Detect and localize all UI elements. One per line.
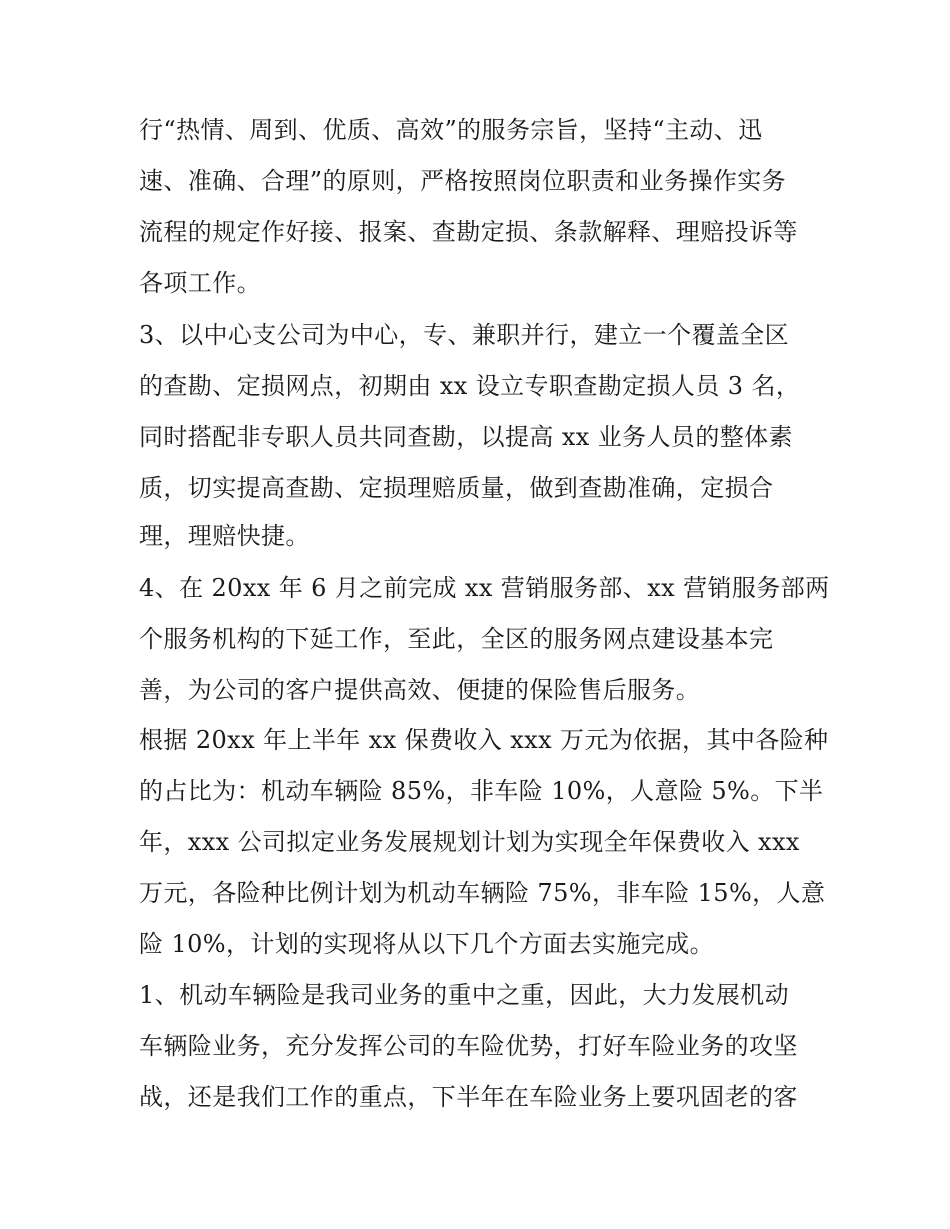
- text-line: 3、以中心支公司为中心，专、兼职并行，建立一个覆盖全区: [139, 321, 790, 349]
- text-line: 各项工作。: [139, 269, 261, 297]
- text-line: 同时搭配非专职人员共同查勘，以提高 xx 业务人员的整体素: [139, 423, 793, 451]
- text-line: 险 10%，计划的实现将从以下几个方面去实施完成。: [139, 930, 714, 958]
- text-line: 流程的规定作好接、报案、查勘定损、条款解释、理赔投诉等: [139, 218, 798, 246]
- text-line: 的占比为：机动车辆险 85%，非车险 10%，人意险 5%。下半: [139, 777, 824, 805]
- text-line: 年，xxx 公司拟定业务发展规划计划为实现全年保费收入 xxx: [139, 828, 800, 856]
- text-line: 战，还是我们工作的重点，下半年在车险业务上要巩固老的客: [139, 1083, 798, 1111]
- text-line: 善，为公司的客户提供高效、便捷的保险售后服务。: [139, 676, 701, 704]
- text-line: 理，理赔快捷。: [139, 522, 310, 550]
- text-line: 的查勘、定损网点，初期由 xx 设立专职查勘定损人员 3 名，: [139, 372, 801, 400]
- text-line: 质，切实提高查勘、定损理赔质量，做到查勘准确，定损合: [139, 474, 774, 502]
- text-line: 万元，各险种比例计划为机动车辆险 75%，非车险 15%，人意: [139, 879, 826, 907]
- text-line: 个服务机构的下延工作，至此，全区的服务网点建设基本完: [139, 625, 774, 653]
- text-line: 4、在 20xx 年 6 月之前完成 xx 营销服务部、xx 营销服务部两: [139, 574, 830, 602]
- text-line: 速、准确、合理”的原则，严格按照岗位职责和业务操作实务: [139, 167, 787, 195]
- text-line: 根据 20xx 年上半年 xx 保费收入 xxx 万元为依据，其中各险种: [139, 726, 829, 754]
- text-line: 车辆险业务，充分发挥公司的车险优势，打好车险业务的攻坚: [139, 1032, 798, 1060]
- text-line: 1、机动车辆险是我司业务的重中之重，因此，大力发展机动: [139, 981, 790, 1009]
- text-line: 行“热情、周到、优质、高效”的服务宗旨，坚持“主动、迅: [139, 116, 763, 144]
